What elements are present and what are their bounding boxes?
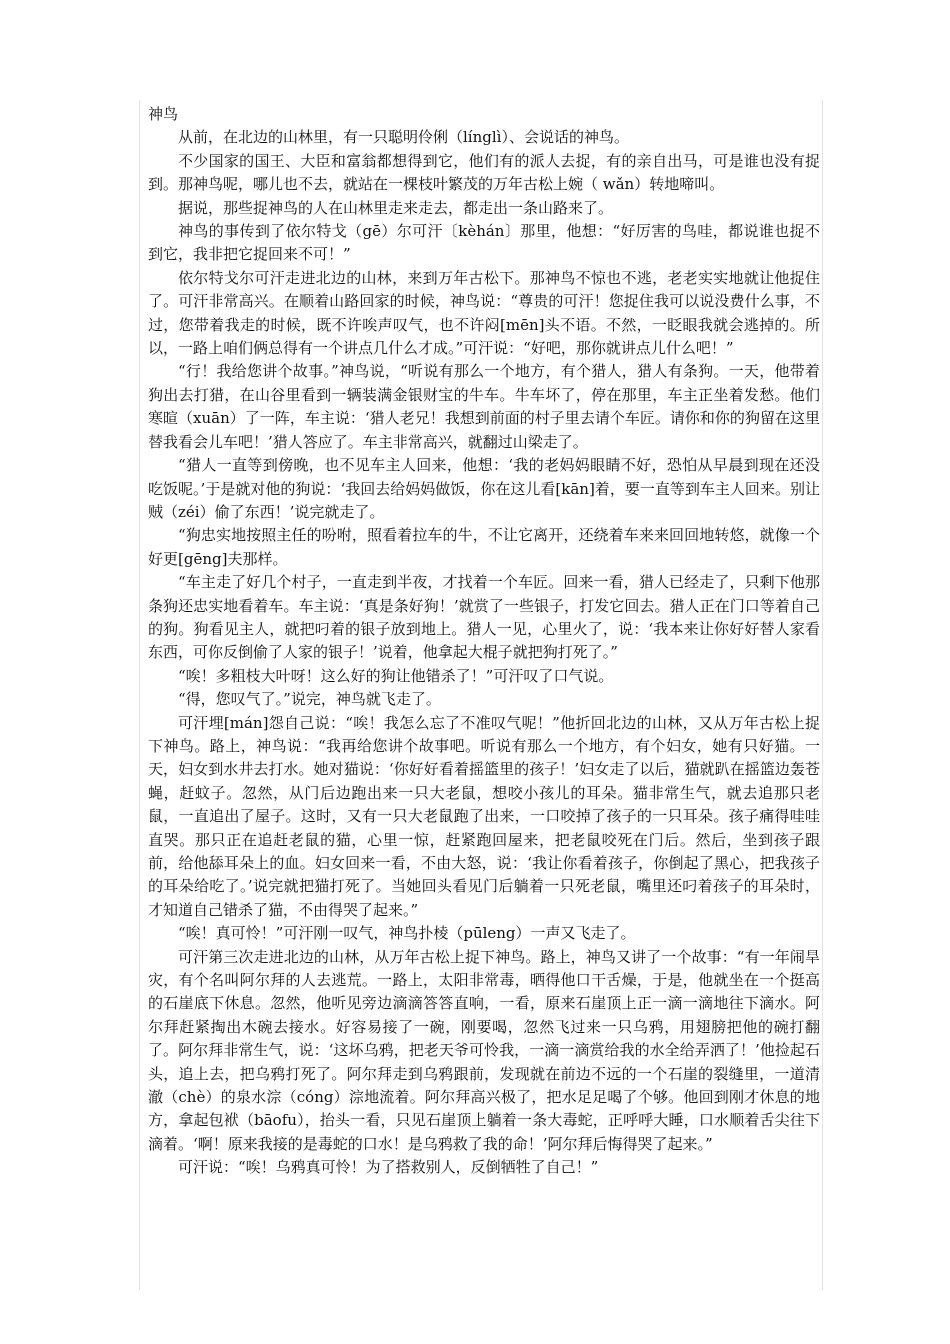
paragraph: “唉！多粗枝大叶呀！这么好的狗让他错杀了！”可汗叹了口气说。 <box>178 666 614 685</box>
paragraph: 据说，那些捉神鸟的人在山林里走来走去，都走出一条山路来了。 <box>178 198 614 217</box>
paragraph: “狗忠实地按照主任的吩咐，照看着拉车的牛，不让它离开，还绕着车来来回回地转悠，就像一个好更[gēng]夫那样。 <box>148 526 820 568</box>
paragraph: “行！我给您讲个故事。”神鸟说，“听说有那么一个地方，有个猎人，猎人有条狗。一天，他带着狗出去打猎，在山谷里看到一辆装满金银财宝的牛车。牛车坏了，停在那里，车主正坐着发愁。他们寒暄（xuān）了一阵，车主说：‘猎人老兄！我想到前面的村子里去请个车匠。请你和你的狗留在这里替我看会儿车吧！’猎人答应了。车主非常高兴，就翻过山梁走了。 <box>148 362 820 451</box>
paragraph: 不少国家的国王、大臣和富翁都想得到它，他们有的派人去捉，有的亲自出马，可是谁也没有捉到。那神鸟呢，哪儿也不去，就站在一棵枝叶繁茂的万年古松上婉（ wǎn）转地啼叫。 <box>148 151 820 194</box>
paragraph: “车主走了好几个村子，一直走到半夜，才找着一个车匠。回来一看，猎人已经走了，只剩下他那条狗还忠实地看着车。车主说：‘真是条好狗！’就赏了一些银子，打发它回去。猎人正在门口等着自己的狗。狗看见主人，就把叼着的银子放到地上。猎人一见，心里火了，说：‘我本来让你好好替人家看东西，可你反倒偷了人家的银子！’说着，他拿起大棍子就把狗打死了。” <box>148 573 820 662</box>
paragraph: 可汗说：“唉！乌鸦真可怜！为了搭救别人，反倒牺牲了自己！” <box>178 1158 599 1177</box>
paragraph: 从前，在北边的山林里，有一只聪明伶俐（línglì）、会说话的神鸟。 <box>178 128 629 147</box>
story-title: 神鸟 <box>148 105 179 123</box>
paragraph: 依尔特戈尔可汗走进北边的山林，来到万年古松下。那神鸟不惊也不逃，老老实实地就让他捉住了。可汗非常高兴。在顺着山路回家的时候，神鸟说：“尊贵的可汗！您捉住我可以说没费什么事，不过，您带着我走的时候，既不许唉声叹气，也不许闷[mēn]头不语。不然，一眨眼我就会逃掉的。所以，一路上咱们俩总得有一个讲点几什么才成。”可汗说：“好吧，那你就讲点儿什么吧！” <box>148 268 820 358</box>
story-content <box>148 103 820 1180</box>
paragraph: 神鸟的事传到了依尔特戈（gē）尔可汗〔kèhán〕那里，他想：“好厉害的鸟哇，都说谁也捉不到它，我非把它捉回来不可！” <box>148 222 820 264</box>
paragraph: “得，您叹气了。”说完，神鸟就飞走了。 <box>178 690 441 709</box>
paragraph: “唉！真可怜！”可汗刚一叹气，神鸟扑棱（pūleng）一声又飞走了。 <box>178 924 636 943</box>
paragraph: 可汗第三次走进北边的山林，从万年古松上捉下神鸟。路上，神鸟又讲了一个故事：“有一年闹旱灾，有个名叫阿尔拜的人去逃荒。一路上，太阳非常毒，晒得他口干舌燥，于是，他就坐在一个挺高的石崖底下休息。忽然，他听见旁边滴滴答答直响，一看，原来石崖顶上正一滴一滴地往下滴水。阿尔拜赶紧掏出木碗去接水。好容易接了一碗，刚要喝，忽然飞过来一只乌鸦，用翅膀把他的碗打翻了。阿尔拜非常生气，说：‘这坏乌鸦，把老天爷可怜我，一滴一滴赏给我的水全给弄洒了！’他捡起石头，追上去，把乌鸦打死了。阿尔拜走到乌鸦跟前，发现就在前边不远的一个石崖的裂缝里，一道清澈（chè）的泉水淙（cóng）淙地流着。阿尔拜高兴极了，把水足足喝了个够。他回到刚才休息的地方，拿起包袱（bāofu），抬头一看，只见石崖顶上躺着一条大毒蛇，正呼呼大睡，口水顺着舌尖往下滴着。‘啊！原来我接的是毒蛇的口水！是乌鸦救了我的命！’阿尔拜后悔得哭了起来。” <box>148 947 820 1153</box>
paragraph: 可汗埋[mán]怨自己说：“唉！我怎么忘了不准叹气呢！”他折回北边的山林，又从万年古松上捉下神鸟。路上，神鸟说：“我再给您讲个故事吧。听说有那么一个地方，有个妇女，她有只好猫。一天，妇女到水井去打水。她对猫说：‘你好好看着摇篮里的孩子！’妇女走了以后，猫就趴在摇篮边轰苍蝇，赶蚊子。忽然，从门后边跑出来一只大老鼠，想咬小孩儿的耳朵。猫非常生气，就去追那只老鼠，一直追出了屋子。这时，又有一只大老鼠跑了出来，一口咬掉了孩子的一只耳朵。孩子痛得哇哇直哭。那只正在追赶老鼠的猫，心里一惊，赶紧跑回屋来，把老鼠咬死在门后。然后，坐到孩子跟前，给他舔耳朵上的血。妇女回来一看，不由大怒，说：‘我让你看着孩子，你倒起了黑心，把我孩子的耳朵给吃了。’说完就把猫打死了。当她回头看见门后躺着一只死老鼠，嘴里还叼着孩子的耳朵时，才知道自己错杀了猫，不由得哭了起来。” <box>148 713 820 919</box>
paragraph: “猎人一直等到傍晚，也不见车主人回来，他想：‘我的老妈妈眼睛不好，恐怕从早晨到现在还没吃饭呢。’于是就对他的狗说：‘我回去给妈妈做饭，你在这儿看[kān]着，要一直等到车主人回来。别让贼（zéi）偷了东西！’说完就走了。 <box>148 456 820 521</box>
